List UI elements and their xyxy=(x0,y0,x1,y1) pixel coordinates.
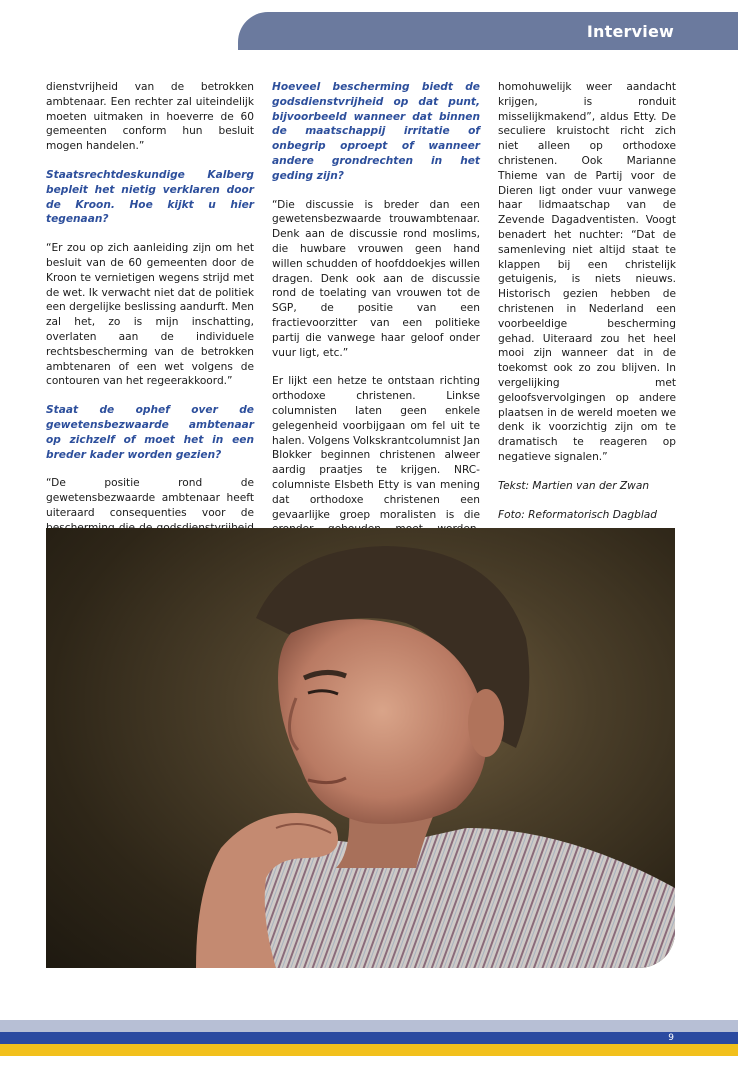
footer-stripe-blue xyxy=(0,1032,738,1044)
paragraph: Er lijkt een hetze te ontstaan richting orthodoxe christenen. Linkse columnisten laten geen enkele gelegenheid voorbijgaan om fel uit te halen. Volgens Volkskrantcolumnist Jan Blokker beginnen christenen alweer aardig praatjes te krijgen. NRC-columniste Elsbeth Etty is van mening dat orthodoxe christenen een gevaarlijke groep moralisten is die xyxy=(272,375,480,521)
paragraph: “Die discussie is breder dan een gewetensbezwaarde trouwambtenaar. Denk aan de discussie rond moslims, die huwbare vrouwen geen hand willen schudden of hoofddoekjes willen dragen. Denk ook aan de discussie rond de toelating van vrouwen tot de SGP, de positie van een fractievoorzitter van een politieke partij die vanwege haar geloof onder vuur ligt, etc.” xyxy=(272,198,480,359)
section-header-tab xyxy=(238,12,738,50)
portrait-photo xyxy=(46,528,675,968)
interview-question: Staat de ophef over de gewetensbezwaarde ambtenaar op zichzelf of moet het in een breder kader worden gezien? xyxy=(46,404,254,461)
paragraph: homohuwelijk weer aandacht krijgen, is ronduit misselijkmakend”, aldus Etty. De seculiere kruistocht richt zich niet alleen op orthodoxe christenen. Ook Marianne Thieme van de Partij voor de Dieren ligt onder vuur vanwege haar lidmaatschap van de Zevende Dagadventisten. Voogt benadert het nuchter: “Dat de samenleving niet altijd staat te klappen bij een christelijk getuigenis, is niets nieuws. Historisch gezien hebben de christenen in Nederland een voorbeeldige bescherming gehad. Uiteraard zou het heel mooi zijn wanneer dat in de toekomst ook zo zou blijven. In vergelijking met geloofsvervolgingen op andere plaatsen in de wereld moeten we denk ik voorzichtig zijn om te dramatisch te reageren op negatieve signalen.” xyxy=(498,81,676,463)
section-label: Interview xyxy=(586,22,674,41)
article-column-2 xyxy=(272,80,480,596)
interview-question: Staatsrechtdeskundige Kalberg bepleit het nietig verklaren door de Kroon. Hoe kijkt u hier tegenaan? xyxy=(46,168,254,226)
interview-question: Hoeveel bescherming biedt de godsdienstvrijheid op dat punt, bijvoorbeeld wanneer dat binnen de maatschappij irritatie of onbegrip oproept of wanneer andere grondrechten in het geding zijn? xyxy=(272,81,480,182)
footer-stripe-light xyxy=(0,1020,738,1032)
credit-text: Tekst: Martien van der Zwan xyxy=(498,479,650,492)
article-column-3 xyxy=(498,80,676,536)
page-number: 9 xyxy=(668,1033,674,1043)
credit-photo: Foto: Reformatorisch Dagblad xyxy=(498,508,658,521)
footer-stripe-yellow xyxy=(0,1044,738,1056)
paragraph: dienstvrijheid van de betrokken ambtenaar. Een rechter zal uiteindelijk moeten uitmaken in hoeverre de 60 gemeenten conform hun besluit mogen handelen.” xyxy=(46,81,254,153)
paragraph: “De positie rond de gewetensbezwaarde ambtenaar heeft uiteraard consequenties voor de xyxy=(46,477,254,519)
paragraph: “Er zou op zich aanleiding zijn om het besluit van de 60 gemeenten door de Kroon te vernietigen wegens strijd met de wet. Ik verwacht niet dat de politiek een dergelijke beslissing aandurft. Men zal het, zo is mijn inschatting, overlaten aan de individuele rechtsbescherming van de betrokken ambtenaren of een wet volgens de contouren van het regeerakkoord.” xyxy=(46,242,254,388)
portrait-illustration xyxy=(46,528,675,968)
